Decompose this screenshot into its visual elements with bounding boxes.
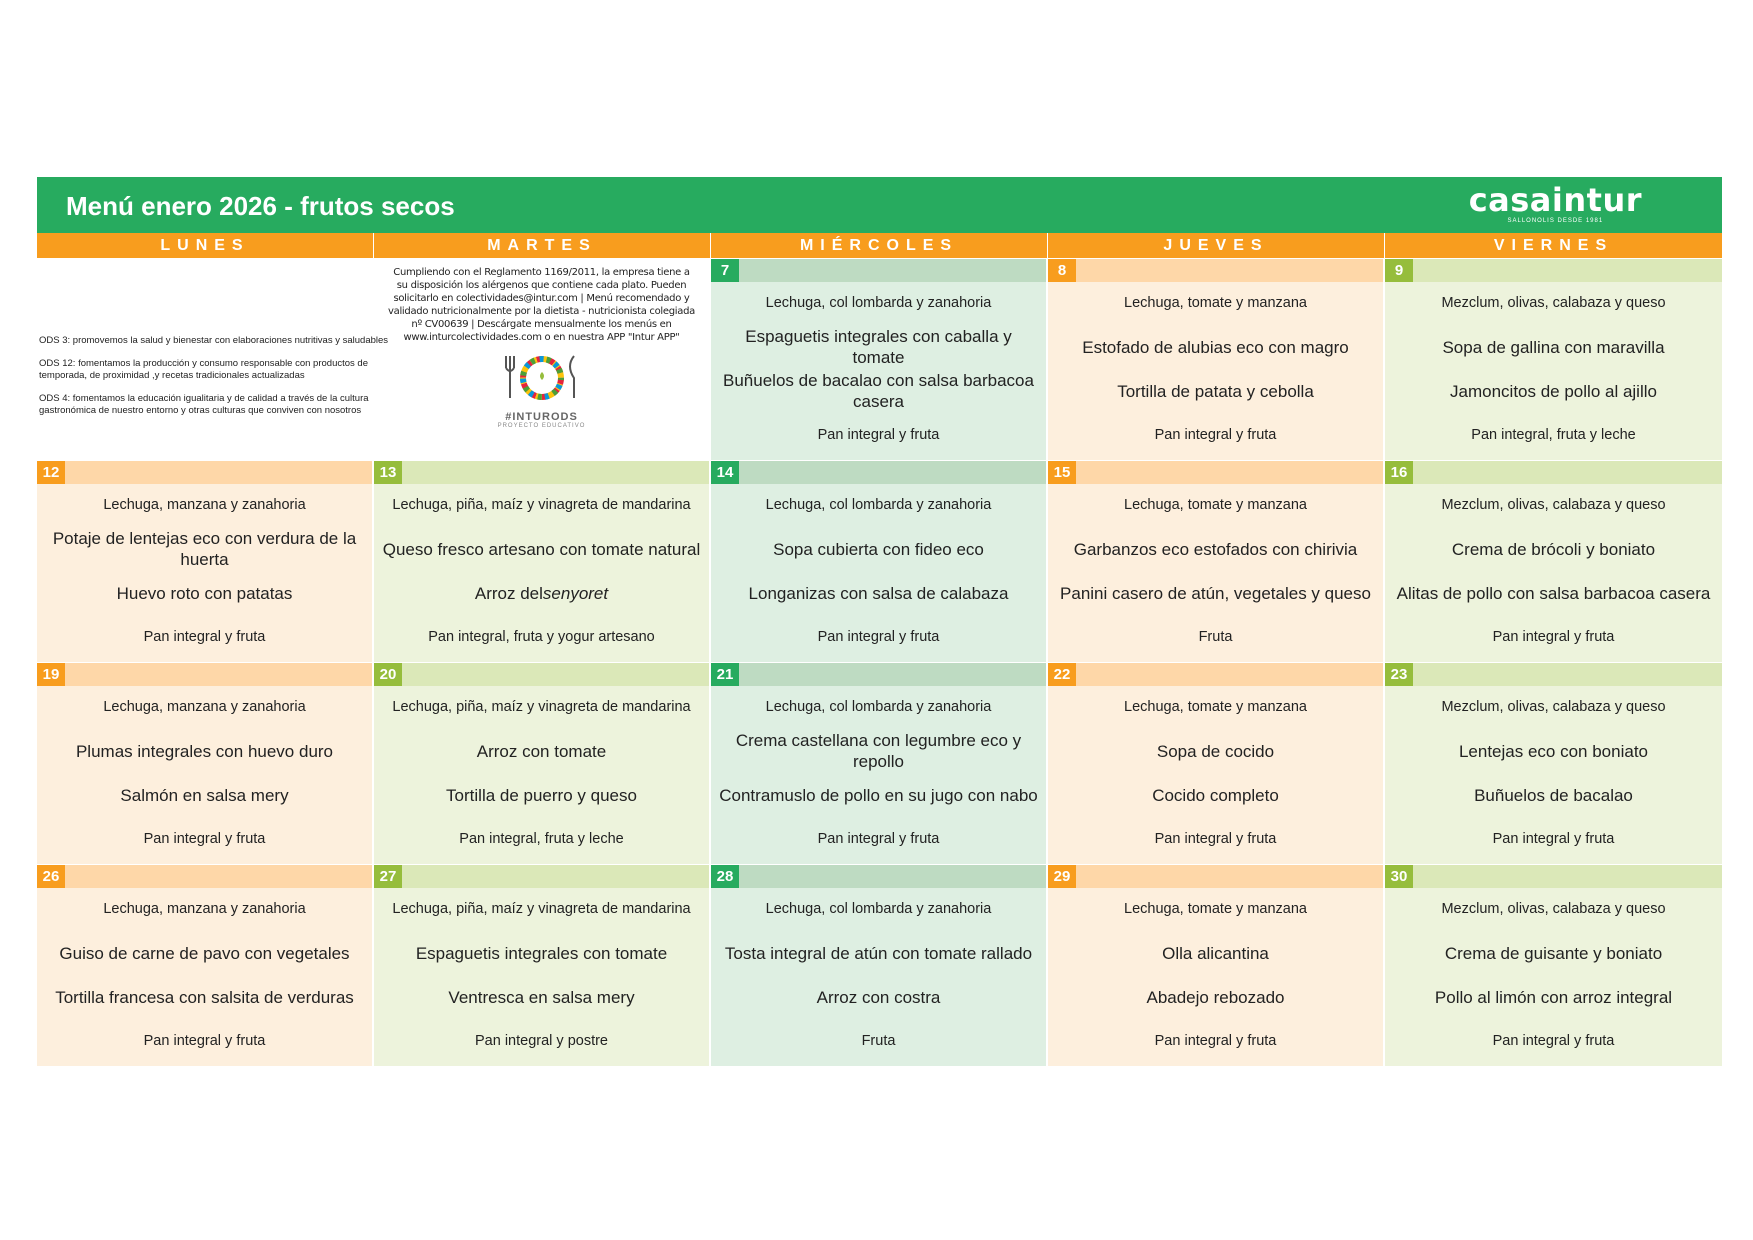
logo-tagline: SALLONOLIS DESDE 1981 [1507,218,1604,224]
starter-dish: Lechuga, manzana y zanahoria [103,497,306,513]
second-course: Abadejo rebozado [1146,987,1285,1007]
extras: Pan integral y fruta [1154,427,1277,443]
first-course: Espaguetis integrales con tomate [415,943,668,963]
weekday-wednesday: MIÉRCOLES [711,233,1048,258]
starter-dish: Lechuga, piña, maíz y vinagreta de mandarina [392,901,691,917]
first-course: Guiso de carne de pavo con vegetales [59,943,350,963]
day-number: 7 [711,259,739,282]
week-row [37,460,1722,662]
extras: Pan integral y fruta [817,831,940,847]
day-number: 16 [1385,461,1413,484]
menu-calendar [37,177,1722,1066]
extras: Pan integral, fruta y yogur artesano [428,629,655,645]
day-number: 21 [711,663,739,686]
first-course: Estofado de alubias eco con magro [1082,337,1349,357]
second-course: Contramuslo de pollo en su jugo con nabo [719,785,1038,805]
first-course: Espaguetis integrales con caballa y tomate [745,327,1012,367]
starter-dish: Mezclum, olivas, calabaza y queso [1441,497,1666,513]
day-number: 8 [1048,259,1076,282]
first-course: Arroz con tomate [476,741,607,761]
day-number: 23 [1385,663,1413,686]
starter-dish: Mezclum, olivas, calabaza y queso [1441,295,1666,311]
weekday-header [37,233,1722,258]
day-number: 29 [1048,865,1076,888]
day-cell [711,865,1048,1066]
allergen-note: Cumpliendo con el Reglamento 1169/2011, la empresa tiene a su disposición los alérgenos que contiene cada plato. Pueden solicitarlo en colectividades@intur.com | Menú recomendado y validado nutricionalmente por la dietista - nutricionista colegiada nº CV00639 | Descárgate mensualmente los menús en www.inturcolectividades.com o en nuestra APP "Intur APP" [388,267,695,343]
extras: Pan integral y fruta [1492,831,1615,847]
starter-dish: Mezclum, olivas, calabaza y queso [1441,699,1666,715]
weekday-friday: VIERNES [1385,233,1722,258]
first-course: Garbanzos eco estofados con chirivia [1073,539,1358,559]
starter-dish: Lechuga, tomate y manzana [1124,295,1307,311]
day-cell [711,259,1048,460]
ods-emblem [502,352,582,409]
second-course: Jamoncitos de pollo al ajillo [1450,381,1657,401]
day-number: 22 [1048,663,1076,686]
second-course: Buñuelos de bacalao con salsa barbacoa casera [723,371,1034,411]
menu-header [37,177,1722,233]
week-row [37,258,1722,460]
extras: Pan integral y fruta [817,629,940,645]
second-course: Huevo roto con patatas [116,583,293,603]
casaintur-logo [1469,183,1642,225]
weekday-tuesday: MARTES [374,233,711,258]
day-number: 27 [374,865,402,888]
second-course: Buñuelos de bacalao [1474,785,1633,805]
extras: Pan integral y fruta [143,629,266,645]
day-number: 15 [1048,461,1076,484]
starter-dish: Lechuga, col lombarda y zanahoria [765,497,992,513]
day-number: 28 [711,865,739,888]
ods12-note: ODS 12: fomentamos la producción y consumo responsable con productos de temporada, de proximidad ,y recetas tradicionales actualizadas [39,358,368,381]
day-cell [1048,461,1385,662]
day-cell [1385,865,1722,1066]
extras: Pan integral y postre [475,1033,608,1049]
ods3-note: ODS 3: promovemos la salud y bienestar con elaboraciones nutritivas y saludables [39,335,389,346]
extras: Pan integral, fruta y leche [459,831,624,847]
day-cell [711,461,1048,662]
first-course: Tosta integral de atún con tomate rallado [724,943,1033,963]
starter-dish: Lechuga, tomate y manzana [1124,901,1307,917]
emblem-sublabel: PROYECTO EDUCATIVO [497,423,586,429]
extras: Pan integral, fruta y leche [1471,427,1636,443]
weekday-thursday: JUEVES [1048,233,1385,258]
emblem-label: #INTURODS [505,411,578,423]
day-cell [374,865,711,1066]
second-course: Longanizas con salsa de calabaza [748,583,1009,603]
extras: Pan integral y fruta [817,427,940,443]
day-cell [1385,259,1722,460]
day-cell [711,663,1048,864]
extras: Pan integral y fruta [1492,1033,1615,1049]
day-number: 9 [1385,259,1413,282]
logo-wordmark: casaintur [1468,181,1642,219]
day-cell [374,663,711,864]
ods-info-cell [37,259,389,460]
day-cell [37,865,374,1066]
ods4-note: ODS 4: fomentamos la educación igualitaria y de calidad a través de la cultura gastronómica de nuestro entorno y otras culturas que conviven con nosotros [39,393,369,416]
second-course-text: Arroz del [474,583,543,603]
extras: Pan integral y fruta [143,831,266,847]
week-row [37,864,1722,1066]
day-number: 19 [37,663,65,686]
day-number: 20 [374,663,402,686]
second-course: Salmón en salsa mery [120,785,289,805]
second-course: Alitas de pollo con salsa barbacoa casera [1396,583,1711,603]
second-course: Tortilla de patata y cebolla [1117,381,1314,401]
first-course: Sopa cubierta con fideo eco [773,539,984,559]
starter-dish: Lechuga, tomate y manzana [1124,699,1307,715]
first-course: Crema castellana con legumbre eco y repollo [735,731,1022,771]
second-course: Cocido completo [1152,785,1279,805]
second-course: Arroz con costra [816,987,941,1007]
first-course: Olla alicantina [1162,943,1269,963]
day-cell [1048,865,1385,1066]
starter-dish: Lechuga, manzana y zanahoria [103,699,306,715]
starter-dish: Lechuga, col lombarda y zanahoria [765,295,992,311]
starter-dish: Lechuga, piña, maíz y vinagreta de mandarina [392,699,691,715]
day-cell [1385,663,1722,864]
first-course: Sopa de cocido [1156,741,1275,761]
day-cell [1048,663,1385,864]
extras: Pan integral y fruta [1154,831,1277,847]
starter-dish: Lechuga, piña, maíz y vinagreta de mandarina [392,497,691,513]
second-course [374,572,709,614]
page-title: Menú enero 2026 - frutos secos [66,191,455,221]
day-number: 30 [1385,865,1413,888]
starter-dish: Lechuga, manzana y zanahoria [103,901,306,917]
first-course: Queso fresco artesano con tomate natural [382,539,701,559]
day-cell [1385,461,1722,662]
second-course-italic: senyoret [542,583,609,603]
day-number: 13 [374,461,402,484]
day-cell [1048,259,1385,460]
day-number: 14 [711,461,739,484]
weekday-monday: LUNES [37,233,374,258]
extras: Pan integral y fruta [1154,1033,1277,1049]
starter-dish: Lechuga, col lombarda y zanahoria [765,901,992,917]
second-course: Panini casero de atún, vegetales y queso [1060,583,1371,603]
starter-dish: Lechuga, tomate y manzana [1124,497,1307,513]
day-cell [374,461,711,662]
extras: Fruta [1198,629,1233,645]
day-cell [37,663,374,864]
first-course: Plumas integrales con huevo duro [75,741,334,761]
extras: Pan integral y fruta [1492,629,1615,645]
extras: Pan integral y fruta [143,1033,266,1049]
day-number: 26 [37,865,65,888]
first-course: Sopa de gallina con maravilla [1442,337,1665,357]
second-course: Tortilla de puerro y queso [446,785,637,805]
first-course: Crema de guisante y boniato [1444,943,1663,963]
starter-dish: Lechuga, col lombarda y zanahoria [765,699,992,715]
fork-knife-wheel-icon [502,352,582,404]
first-course: Lentejas eco con boniato [1458,741,1649,761]
week-row [37,662,1722,864]
day-cell [37,461,374,662]
first-course: Crema de brócoli y boniato [1451,539,1656,559]
first-course: Potaje de lentejas eco con verdura de la huerta [52,529,357,569]
second-course: Pollo al limón con arroz integral [1434,987,1673,1007]
second-course: Ventresca en salsa mery [448,987,635,1007]
starter-dish: Mezclum, olivas, calabaza y queso [1441,901,1666,917]
day-number: 12 [37,461,65,484]
second-course: Tortilla francesa con salsita de verduras [55,987,354,1007]
extras: Fruta [861,1033,896,1049]
allergen-info-cell [374,259,711,460]
